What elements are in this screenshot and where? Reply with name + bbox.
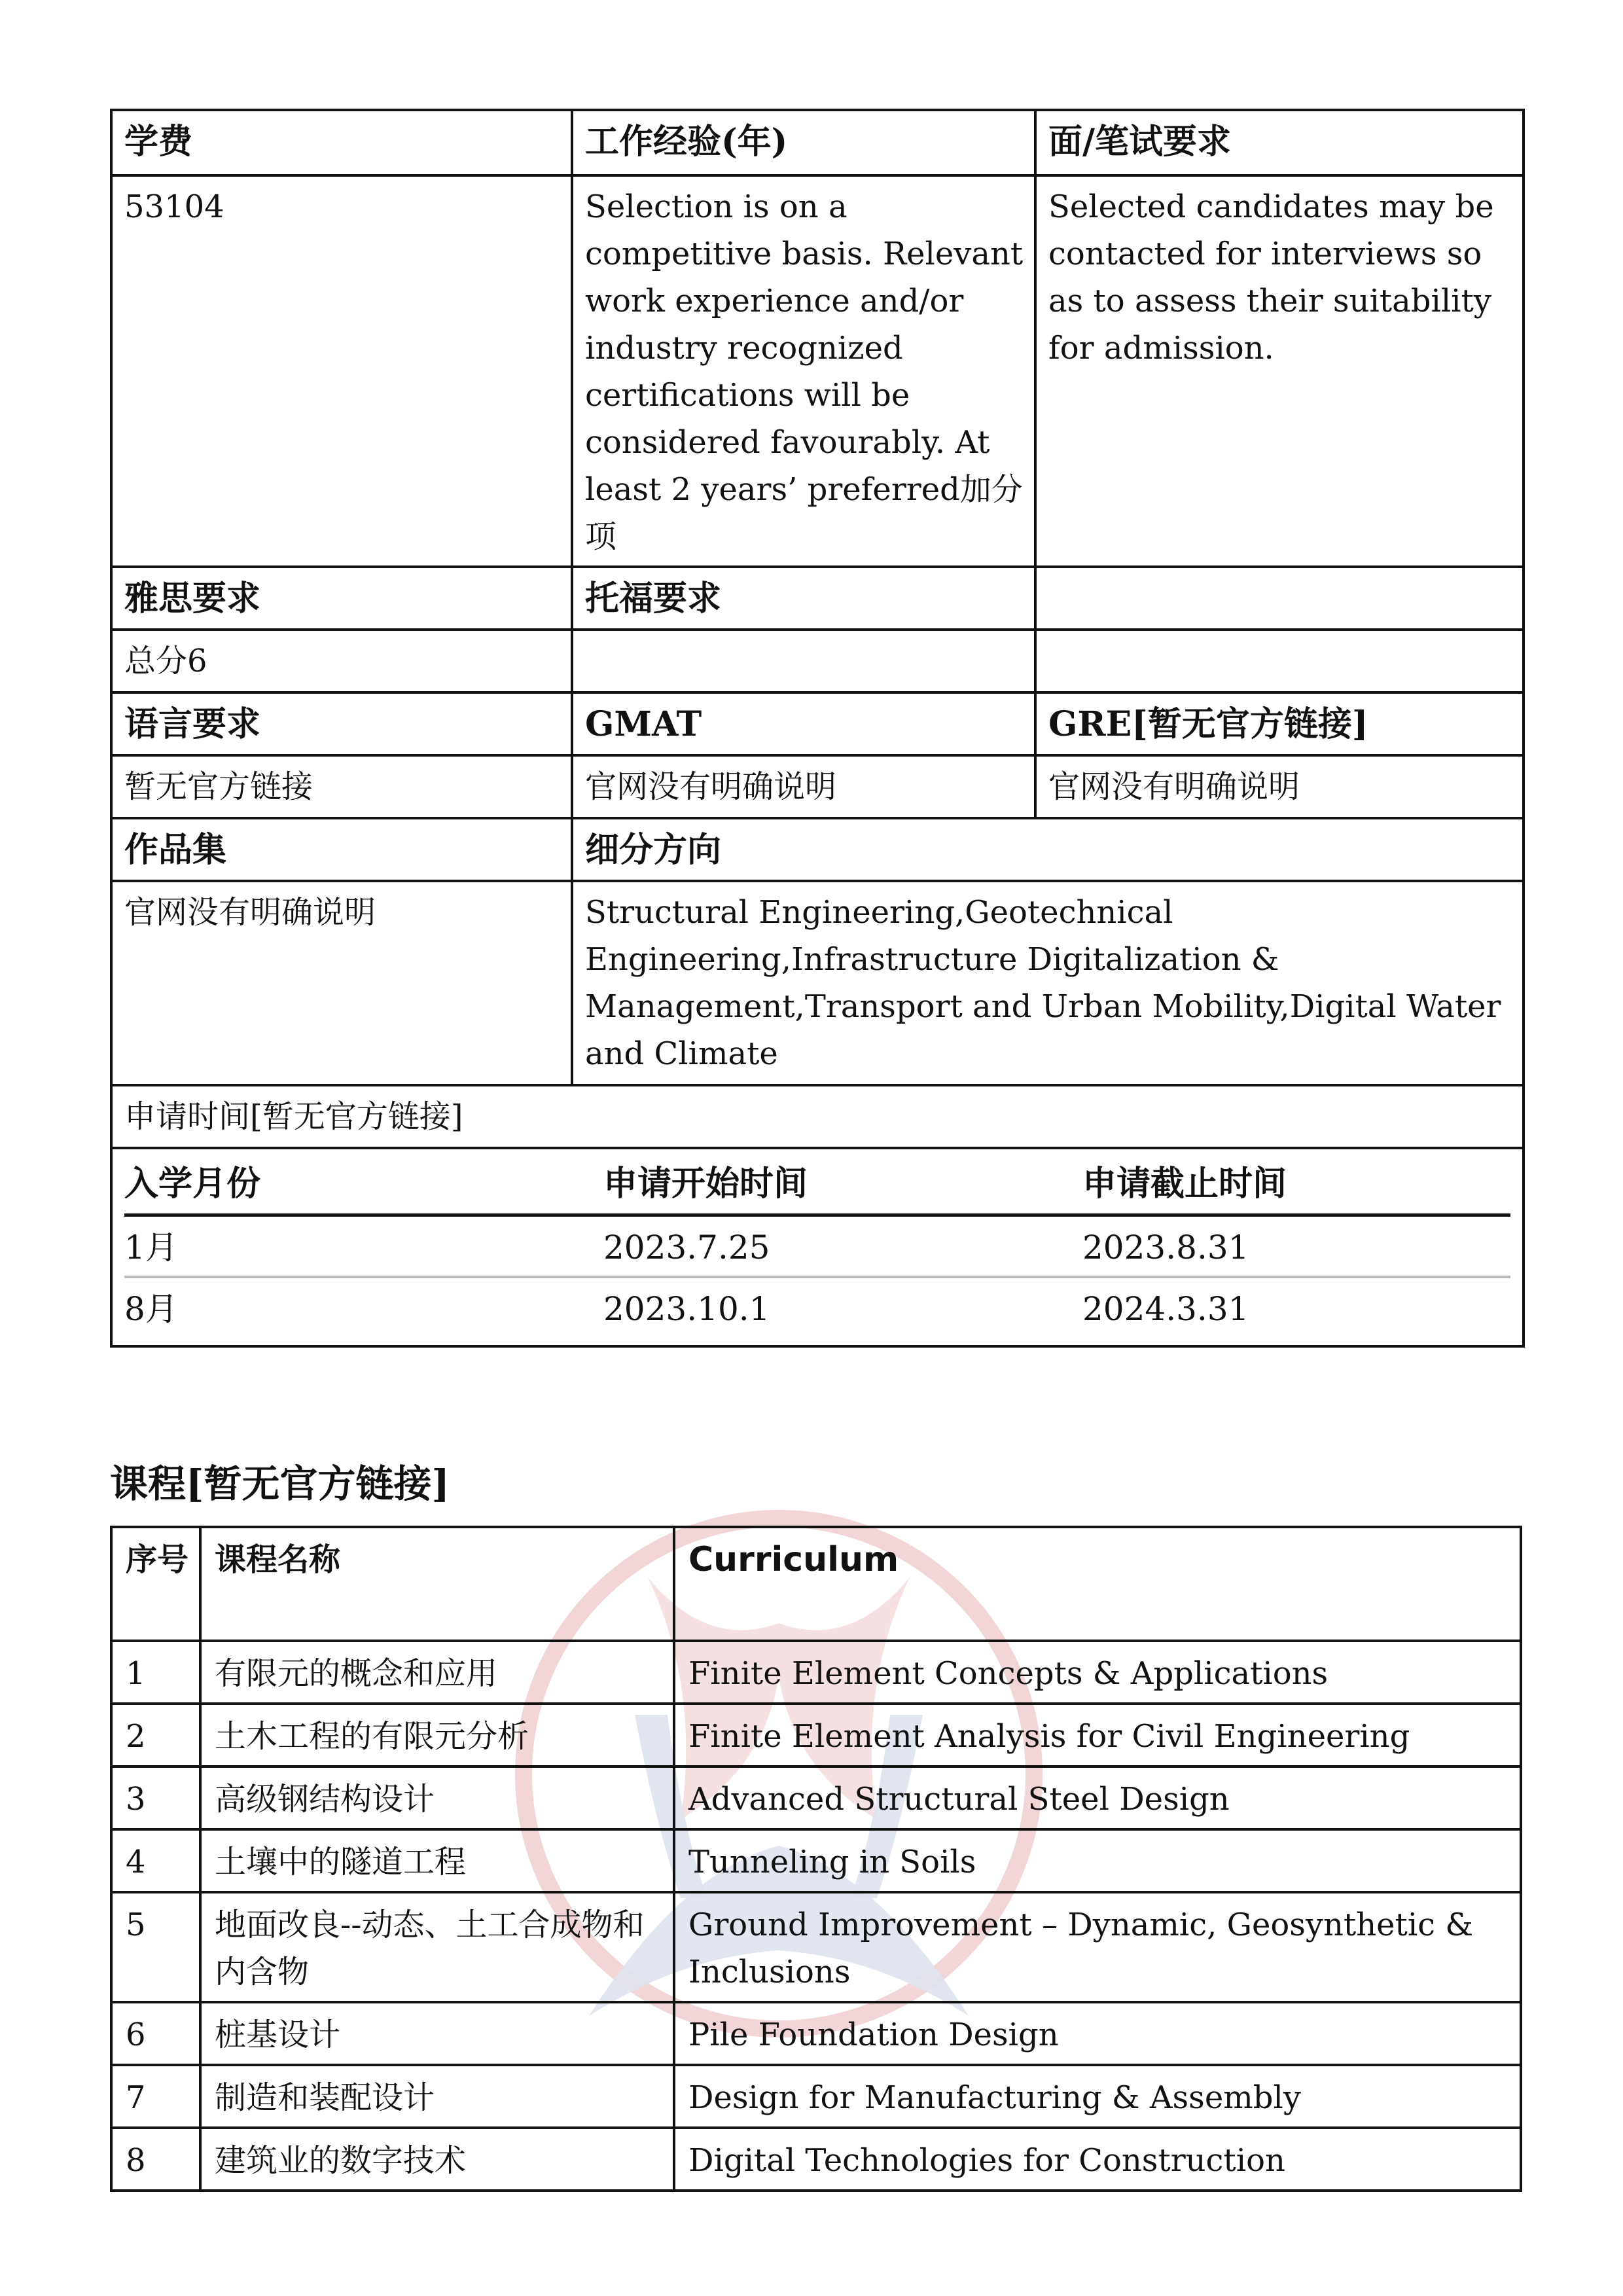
interview-value: Selected candidates may be contacted for interviews so as to assess their suitability for admission. (1035, 175, 1524, 567)
course-name-cn: 制造和装配设计 (200, 2065, 674, 2128)
curriculum-header-number: 序号 (111, 1527, 200, 1641)
course-row (111, 1892, 1521, 2002)
course-number: 6 (111, 2002, 200, 2065)
intake-month: 1月 (124, 1215, 603, 1278)
course-name-cn: 桩基设计 (200, 2002, 674, 2065)
program-info-table (110, 109, 1525, 1348)
course-name-en: Finite Element Concepts & Applications (674, 1641, 1521, 1704)
course-number: 4 (111, 1829, 200, 1892)
intake-container (111, 1148, 1524, 1346)
intake-header-month: 入学月份 (124, 1156, 603, 1215)
course-number: 5 (111, 1892, 200, 2002)
intake-header-deadline: 申请截止时间 (1082, 1156, 1510, 1215)
curriculum-header-curriculum: Curriculum (674, 1527, 1521, 1641)
course-number: 2 (111, 1704, 200, 1767)
course-row (111, 1767, 1521, 1829)
tuition-value: 53104 (111, 175, 572, 567)
work-experience-label: 工作经验(年) (572, 110, 1035, 175)
course-name-cn: 建筑业的数字技术 (200, 2128, 674, 2191)
application-time-label: 申请时间[暂无官方链接] (111, 1085, 1524, 1148)
ielts-value: 总分6 (111, 630, 572, 692)
course-row (111, 2128, 1521, 2191)
intake-month: 8月 (124, 1290, 178, 1328)
intake-start: 2023.7.25 (603, 1215, 1082, 1278)
empty-cell (1035, 630, 1524, 692)
course-name-cn: 有限元的概念和应用 (200, 1641, 674, 1704)
empty-cell (1035, 567, 1524, 630)
intake-deadline: 2024.3.31 (1082, 1290, 1249, 1328)
course-name-en: Tunneling in Soils (674, 1829, 1521, 1892)
curriculum-section-title: 课程[暂无官方链接] (110, 1462, 450, 1506)
gmat-label: GMAT (572, 692, 1035, 755)
course-name-en: Digital Technologies for Construction (674, 2128, 1521, 2191)
course-number: 8 (111, 2128, 200, 2191)
tuition-label: 学费 (111, 110, 572, 175)
course-name-en: Finite Element Analysis for Civil Engineering (674, 1704, 1521, 1767)
specialization-value: Structural Engineering,Geotechnical Engineering,Infrastructure Digitalization & Management,Transport and Urban Mobility,Digital Water and Climate (572, 881, 1524, 1085)
course-row (111, 1641, 1521, 1704)
course-row (111, 1704, 1521, 1767)
portfolio-label: 作品集 (111, 818, 572, 881)
language-value: 暂无官方链接 (111, 755, 572, 818)
language-label: 语言要求 (111, 692, 572, 755)
intake-start: 2023.10.1 (603, 1290, 770, 1328)
course-name-cn: 高级钢结构设计 (200, 1767, 674, 1829)
intake-header-start: 申请开始时间 (603, 1156, 1082, 1215)
gre-label: GRE[暂无官方链接] (1035, 692, 1524, 755)
ielts-label: 雅思要求 (111, 567, 572, 630)
intake-row (124, 1277, 1510, 1337)
work-experience-value: Selection is on a competitive basis. Relevant work experience and/or industry recognized certifications will be considered favourably. At least 2 years’ preferred加分项 (572, 175, 1035, 567)
course-name-en: Advanced Structural Steel Design (674, 1767, 1521, 1829)
document-page (110, 109, 1522, 2192)
course-row (111, 2065, 1521, 2128)
curriculum-table (110, 1526, 1522, 2192)
course-number: 7 (111, 2065, 200, 2128)
gre-value: 官网没有明确说明 (1035, 755, 1524, 818)
toefl-label: 托福要求 (572, 567, 1035, 630)
gmat-value: 官网没有明确说明 (572, 755, 1035, 818)
course-name-cn: 地面改良--动态、土工合成物和内含物 (200, 1892, 674, 2002)
specialization-label: 细分方向 (572, 818, 1524, 881)
course-name-cn: 土壤中的隧道工程 (200, 1829, 674, 1892)
course-name-en: Ground Improvement – Dynamic, Geosynthetic & Inclusions (674, 1892, 1521, 2002)
portfolio-value: 官网没有明确说明 (111, 881, 572, 1085)
course-number: 3 (111, 1767, 200, 1829)
course-name-en: Design for Manufacturing & Assembly (674, 2065, 1521, 2128)
course-name-cn: 土木工程的有限元分析 (200, 1704, 674, 1767)
intake-table (124, 1156, 1510, 1337)
course-row (111, 1829, 1521, 1892)
course-row (111, 2002, 1521, 2065)
interview-label: 面/笔试要求 (1035, 110, 1524, 175)
course-number: 1 (111, 1641, 200, 1704)
course-name-en: Pile Foundation Design (674, 2002, 1521, 2065)
intake-row (124, 1215, 1510, 1278)
curriculum-header-course-name: 课程名称 (200, 1527, 674, 1641)
toefl-value (572, 630, 1035, 692)
intake-deadline: 2023.8.31 (1082, 1215, 1510, 1278)
